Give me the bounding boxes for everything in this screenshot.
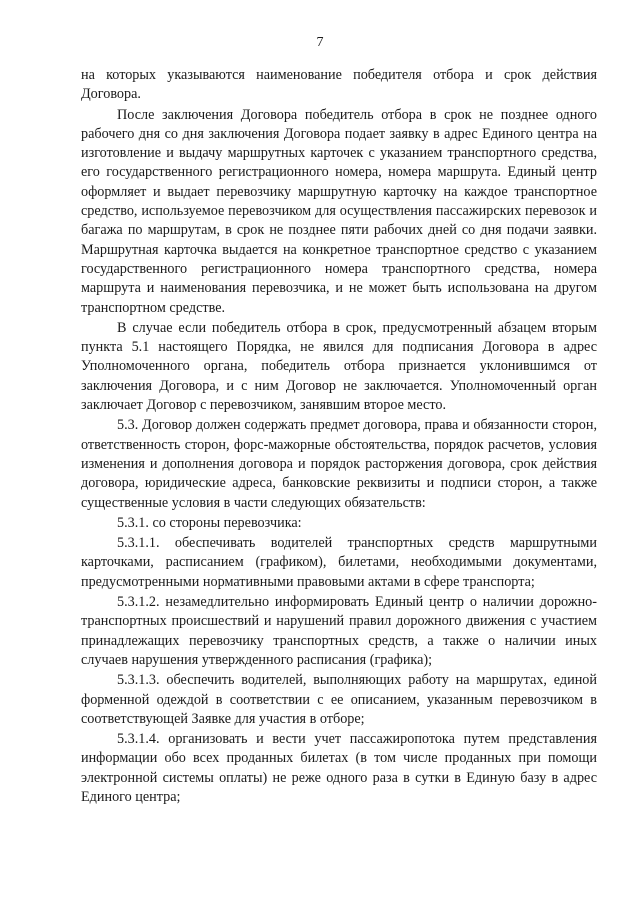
paragraph-5-3-1: 5.3.1. со стороны перевозчика: [117, 514, 302, 531]
paragraph-5-3-1-2: 5.3.1.2. незамедлительно информировать Единый центр о наличии дорожно-транспортных происшествий и нарушений правил дорожного движения с участием принадлежащих перевозчику транспортных средств, а также о наличии иных случаев нарушения утвержденного расписания (графика); [81, 594, 597, 668]
paragraph-5-3: 5.3. Договор должен содержать предмет договора, права и обязанности сторон, ответственность сторон, форс-мажорные обстоятельства, порядок расчетов, условия изменения и дополнения договора и порядок расторжения договора, срок действия договора, юридические адреса, банковские реквизиты и подписи сторон, а также существенные условия в части следующих обязательств: [81, 417, 597, 511]
paragraph-5-3-1-3: 5.3.1.3. обеспечить водителей, выполняющих работу на маршрутах, единой форменной одеждой в соответствии с ее описанием, указанным перевозчиком в соответствующей Заявке для участия в отборе; [81, 672, 597, 727]
paragraph-evasion: В случае если победитель отбора в срок, предусмотренный абзацем вторым пункта 5.1 настоящего Порядка, не явился для подписания Договора в адрес Уполномоченного органа, победитель отбора признается уклонившимся от заключения Договора, и с ним Договор не заключается. Уполномоченный орган заключает Договор с перевозчиком, занявшим второе место. [81, 319, 597, 414]
paragraph-continuation: на которых указываются наименование победителя отбора и срок действия Договора. [81, 67, 597, 103]
paragraph-5-3-1-4: 5.3.1.4. организовать и вести учет пассажиропотока путем представления информации обо всех проданных билетах (в том числе проданных при помощи электронной системы оплаты) не реже одного раза в сутки в Единую базу в адрес Единого центра; [81, 731, 597, 805]
paragraph-5-3-1-1: 5.3.1.1. обеспечивать водителей транспортных средств маршрутными карточками, расписанием (графиком), билетами, необходимыми документами, предусмотренными нормативными правовыми актами в сфере транспорта; [81, 535, 597, 590]
paragraph-route-cards: После заключения Договора победитель отбора в срок не позднее одного рабочего дня со дня заключения Договора подает заявку в адрес Единого центра на изготовление и выдачу маршрутных карточек с указанием транспортного средства, его государственного регистрационного номера, номера маршрута. Единый центр оформляет и выдает перевозчику маршрутную карточку на каждое транспортное средство, используемое перевозчиком для осуществления пассажирских перевозок и багажа по маршрутам, в срок не позднее пяти рабочих дней со дня подачи заявки. Маршрутная карточка выдается на конкретное транспортное средство с указанием государственного регистрационного номера транспортного средства, номера маршрута и наименования перевозчика, и не может быть использована на другом транспортном средстве. [81, 106, 597, 316]
document-body [81, 66, 597, 808]
page-number: 7 [316, 35, 324, 50]
